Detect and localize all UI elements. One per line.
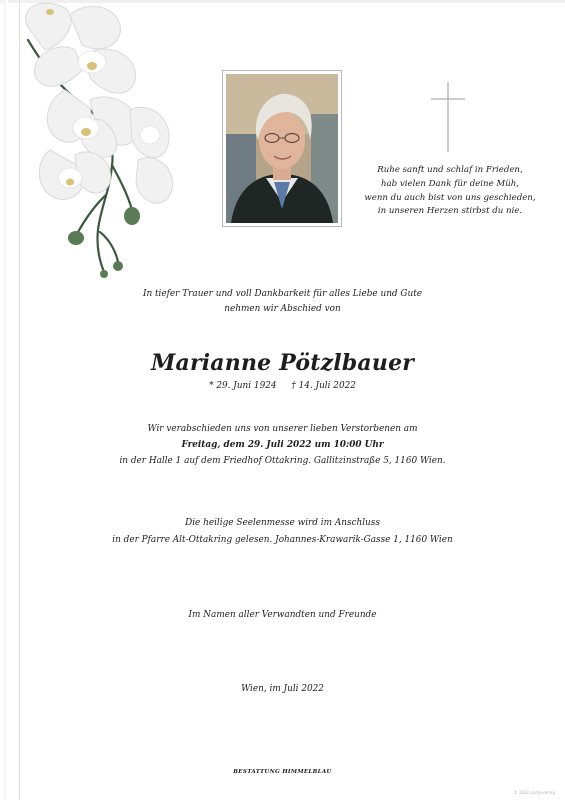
poem-line: hab vielen Dank für deine Müh, [380,178,519,189]
intro-line-2: nehmen wir Abschied von [224,303,341,314]
place-and-date: Wien, im Juli 2022 [241,684,324,694]
publisher-mark: © 2022 parte-verlag [513,790,555,795]
orchid-flower-decoration [20,0,180,285]
portrait-image [226,74,338,223]
family-signoff: Im Namen aller Verwandten und Freunde [188,610,377,620]
funeral-line-1: Wir verabschieden uns von unserer lieben Verstorbenen am [147,424,418,434]
poem-line: in unseren Herzen stirbst du nie. [377,206,523,217]
life-dates [40,380,525,393]
left-edge-shadow [4,0,8,800]
requiem-mass-details [40,515,525,549]
intro-line-1: In tiefer Trauer und voll Dankbarkeit für alles Liebe und Gute [142,289,423,299]
poem-line: Ruhe sanft und schlaf in Frieden, [377,165,523,175]
memorial-poem [350,164,550,219]
portrait-photo [222,70,342,227]
birth-date: * 29. Juni 1924 [209,381,277,391]
undertaker-name: BESTATTUNG HIMMELBLAU [233,769,332,775]
funeral-location: in der Halle 1 auf dem Friedhof Ottakring. Gallitzinstraße 5, 1160 Wien. [119,456,446,466]
poem-line: wenn du auch bist von uns geschieden, [364,192,536,203]
cross-icon [431,82,465,152]
mass-line-2: in der Pfarre Alt-Ottakring gelesen. Johannes-Krawarik-Gasse 1, 1160 Wien [112,535,453,545]
deceased-name: Marianne Pötzlbauer [150,350,415,376]
funeral-datetime: Freitag, dem 29. Juli 2022 um 10:00 Uhr [181,440,384,450]
death-date: † 14. Juli 2022 [291,381,356,391]
intro-text [40,287,525,316]
mass-line-1: Die heilige Seelenmesse wird im Anschluss [185,518,380,528]
funeral-details [40,421,525,469]
